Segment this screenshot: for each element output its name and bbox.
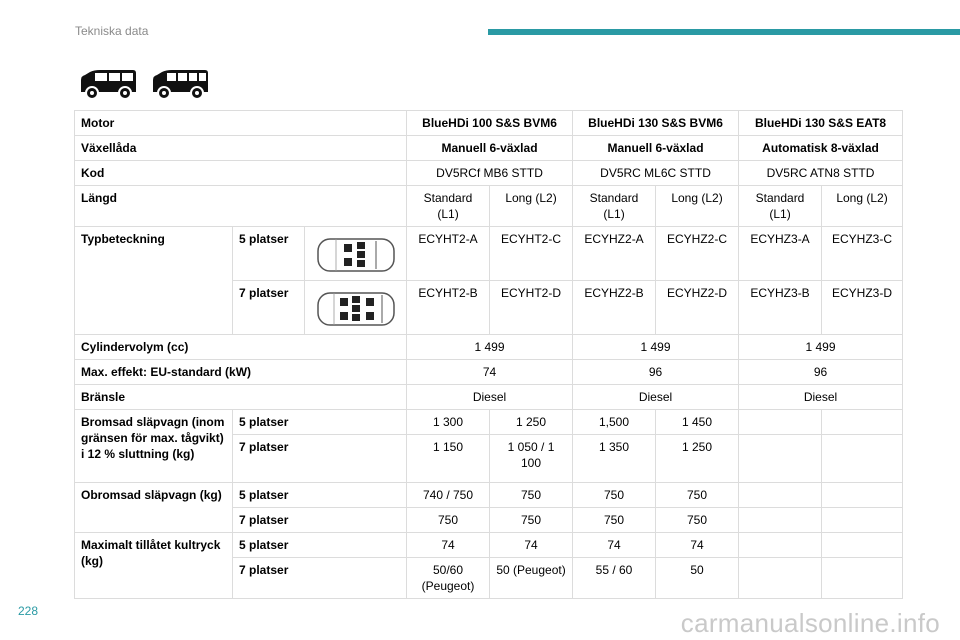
row-power (75, 360, 903, 385)
type-cell: ECYHZ2-D (656, 281, 739, 335)
hitch-cell: 74 (573, 533, 656, 558)
displacement-cell: 1 499 (573, 335, 739, 360)
fuel-label: Bränsle (75, 385, 407, 410)
vehicle-icons (78, 67, 210, 101)
row-unbraked-5 (75, 483, 903, 508)
braked-cell (822, 435, 903, 483)
braked-cell (822, 410, 903, 435)
unbraked-cell (739, 508, 822, 533)
code-cell: DV5RC ATN8 STTD (739, 161, 903, 186)
braked-cell: 1 300 (407, 410, 490, 435)
hitch-cell (739, 558, 822, 599)
seat-layout-7-icon (316, 291, 396, 327)
braked-label: Bromsad släpvagn (inom gränsen för max. tågvikt) i 12 % sluttning (kg) (75, 410, 233, 483)
van-7-seat-icon (150, 67, 210, 101)
unbraked-cell: 740 / 750 (407, 483, 490, 508)
seat-layout-5-icon (316, 237, 396, 273)
row-gearbox (75, 136, 903, 161)
hitch-cell (822, 558, 903, 599)
braked-cell: 1 450 (656, 410, 739, 435)
hitch-label: Maximalt tillåtet kultryck (kg) (75, 533, 233, 599)
braked-cell (739, 435, 822, 483)
displacement-cell: 1 499 (739, 335, 903, 360)
row-hitch-5 (75, 533, 903, 558)
fuel-cell: Diesel (407, 385, 573, 410)
type-cell: ECYHZ2-C (656, 227, 739, 281)
unbraked-cell: 750 (573, 483, 656, 508)
type-cell: ECYHZ3-A (739, 227, 822, 281)
gearbox-cell: Manuell 6-växlad (573, 136, 739, 161)
hitch-cell: 50/60 (Peugeot) (407, 558, 490, 599)
hitch-cell: 74 (656, 533, 739, 558)
seats-7-label: 7 platser (233, 435, 407, 483)
type-cell: ECYHT2-A (407, 227, 490, 281)
header-accent-bar (488, 29, 960, 35)
row-braked-5 (75, 410, 903, 435)
braked-cell: 1 250 (656, 435, 739, 483)
seat-layout-5 (305, 227, 407, 281)
seat-layout-7 (305, 281, 407, 335)
type-cell: ECYHZ2-A (573, 227, 656, 281)
unbraked-cell: 750 (656, 508, 739, 533)
seats-5-label: 5 platser (233, 227, 305, 281)
hitch-cell: 50 (656, 558, 739, 599)
watermark: carmanualsonline.info (680, 608, 940, 638)
row-code (75, 161, 903, 186)
hitch-cell (822, 533, 903, 558)
length-label: Längd (75, 186, 407, 227)
braked-cell: 1 250 (490, 410, 573, 435)
motor-label: Motor (75, 111, 407, 136)
technical-data-table (74, 110, 903, 599)
braked-cell: 1,500 (573, 410, 656, 435)
type-cell: ECYHZ2-B (573, 281, 656, 335)
van-5-seat-icon (78, 67, 138, 101)
braked-cell: 1 150 (407, 435, 490, 483)
length-cell: Standard (L1) (407, 186, 490, 227)
length-cell: Long (L2) (490, 186, 573, 227)
row-displacement (75, 335, 903, 360)
unbraked-cell: 750 (573, 508, 656, 533)
unbraked-cell (822, 508, 903, 533)
type-cell: ECYHT2-B (407, 281, 490, 335)
power-cell: 96 (573, 360, 739, 385)
unbraked-cell: 750 (407, 508, 490, 533)
power-cell: 74 (407, 360, 573, 385)
braked-cell: 1 050 / 1 100 (490, 435, 573, 483)
engine-cell: BlueHDi 130 S&S EAT8 (739, 111, 903, 136)
code-cell: DV5RCf MB6 STTD (407, 161, 573, 186)
length-cell: Standard (L1) (573, 186, 656, 227)
power-label: Max. effekt: EU-standard (kW) (75, 360, 407, 385)
seats-5-label: 5 platser (233, 483, 407, 508)
braked-cell: 1 350 (573, 435, 656, 483)
row-length (75, 186, 903, 227)
engine-cell: BlueHDi 130 S&S BVM6 (573, 111, 739, 136)
displacement-label: Cylindervolym (cc) (75, 335, 407, 360)
length-cell: Long (L2) (656, 186, 739, 227)
hitch-cell: 55 / 60 (573, 558, 656, 599)
seats-5-label: 5 platser (233, 533, 407, 558)
hitch-cell: 74 (407, 533, 490, 558)
unbraked-cell (739, 483, 822, 508)
section-title: Tekniska data (75, 24, 149, 38)
fuel-cell: Diesel (573, 385, 739, 410)
seats-7-label: 7 platser (233, 558, 407, 599)
fuel-cell: Diesel (739, 385, 903, 410)
unbraked-cell: 750 (490, 483, 573, 508)
seats-5-label: 5 platser (233, 410, 407, 435)
row-fuel (75, 385, 903, 410)
unbraked-cell (822, 483, 903, 508)
braked-cell (739, 410, 822, 435)
hitch-cell: 50 (Peugeot) (490, 558, 573, 599)
hitch-cell (739, 533, 822, 558)
gearbox-cell: Manuell 6-växlad (407, 136, 573, 161)
type-label: Typbeteckning (75, 227, 233, 335)
gearbox-cell: Automatisk 8-växlad (739, 136, 903, 161)
code-label: Kod (75, 161, 407, 186)
power-cell: 96 (739, 360, 903, 385)
length-cell: Standard (L1) (739, 186, 822, 227)
type-cell: ECYHZ3-D (822, 281, 903, 335)
type-cell: ECYHT2-D (490, 281, 573, 335)
engine-cell: BlueHDi 100 S&S BVM6 (407, 111, 573, 136)
row-type-5 (75, 227, 903, 281)
gearbox-label: Växellåda (75, 136, 407, 161)
type-cell: ECYHZ3-B (739, 281, 822, 335)
seats-7-label: 7 platser (233, 508, 407, 533)
seats-7-label: 7 platser (233, 281, 305, 335)
length-cell: Long (L2) (822, 186, 903, 227)
unbraked-label: Obromsad släpvagn (kg) (75, 483, 233, 533)
code-cell: DV5RC ML6C STTD (573, 161, 739, 186)
page-number: 228 (18, 604, 39, 618)
displacement-cell: 1 499 (407, 335, 573, 360)
unbraked-cell: 750 (656, 483, 739, 508)
type-cell: ECYHT2-C (490, 227, 573, 281)
hitch-cell: 74 (490, 533, 573, 558)
unbraked-cell: 750 (490, 508, 573, 533)
type-cell: ECYHZ3-C (822, 227, 903, 281)
row-motor (75, 111, 903, 136)
